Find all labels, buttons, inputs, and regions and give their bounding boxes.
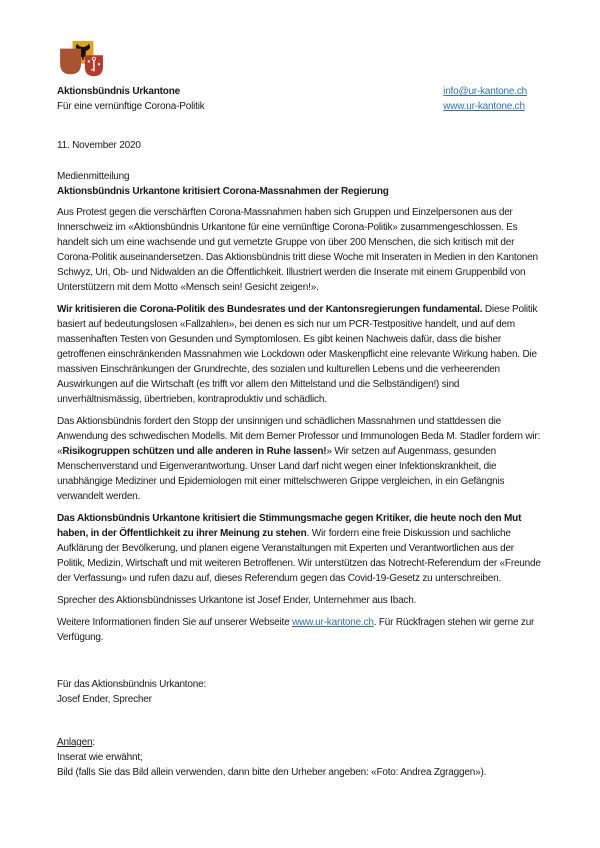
document-paragraphs [57, 205, 543, 645]
body-text: Sprecher des Aktionsbündnisses Urkantone ist Josef Ender, Unternehmer aus Ibach. [57, 595, 417, 606]
body-text: » Wir setzen auf Augenmass, gesunden Menschenverstand und Eigenverantwortung. Unser Land darf nicht wegen einer Infektionskrankheit, die unabhängige Mediziner und Epidemiologen mit einer mittelschweren Grippe vergleichen, in ein Gefängnis verwandelt werden. [57, 446, 505, 502]
attachments-separator: : [92, 737, 95, 748]
paragraph [57, 302, 543, 407]
document-date: 11. November 2020 [57, 140, 141, 151]
paragraph [57, 593, 543, 608]
email-link[interactable]: info@ur-kantone.ch [443, 86, 527, 97]
letterhead [57, 40, 543, 114]
document-kicker: Medienmitteilung [57, 171, 130, 182]
title-block [57, 169, 543, 199]
signoff-line: Josef Ender, Sprecher [57, 694, 152, 705]
attachments-label: Anlagen [57, 737, 93, 748]
attachments [57, 735, 543, 780]
letterhead-contacts [443, 84, 543, 114]
org-name: Aktionsbündnis Urkantone [57, 86, 180, 97]
attachments-heading [57, 735, 543, 750]
body-text: Diese Politik basiert auf bedeutungslosen «Fallzahlen», bei denen es sich nur um PCR-Testpositive handelt, und auf dem massenhaften Testen von Gesunden und Symptomlosen. Es gibt keinen Nachweis dafür, dass die bisher getroffenen einschränkenden Massnahmen wie Lockdown oder Maskenpflicht eine relevante Wirkung haben. Die massiven Einschränkungen der Grundrechte, des sozialen und kulturellen Lebens und die verheerenden Auswirkungen auf die Wirtschaft (es trifft vor allem den Mittelstand und die Selbständigen!) sind unverhältnismässig, übertrieben, kontraproduktiv und schädlich. [57, 304, 538, 405]
website-link[interactable]: www.ur-kantone.ch [443, 101, 525, 112]
letterhead-identity [57, 40, 205, 114]
attachments-list [57, 750, 543, 780]
org-tagline: Für eine vernünftige Corona-Politik [57, 101, 205, 112]
attachment-item: Inserat wie erwähnt; [57, 752, 143, 763]
bold-text: Wir kritisieren die Corona-Politik des Bundesrates und der Kantonsregierungen fundamental. [57, 304, 483, 315]
paragraph [57, 414, 543, 504]
urkantone-coat-of-arms-icon [58, 40, 106, 80]
bold-text: Risikogruppen schützen und alle anderen in Ruhe lassen! [62, 446, 327, 457]
signoff [57, 677, 543, 707]
document-title: Aktionsbündnis Urkantone kritisiert Corona-Massnahmen der Regierung [57, 186, 389, 197]
body-text: Weitere Informationen finden Sie auf unserer Webseite [57, 617, 293, 628]
paragraph [57, 511, 543, 586]
body-text: Aus Protest gegen die verschärften Corona-Massnahmen haben sich Gruppen und Einzelpersonen aus der Innerschweiz im «Aktionsbündnis Urkantone für eine vernünftige Corona-Politik» zusammengeschlossen. Es handelt sich um eine wachsende und gut vernetzte Gruppe von über 200 Menschen, die sich kritisch mit der Corona-Politik auseinandersetzen. Das Aktionsbündnis tritt diese Woche mit Inseraten in Medien in den Kantonen Schwyz, Uri, Ob- und Nidwalden an die Öffentlichkeit. Illustriert werden die Inserate mit einem Gruppenbild von Unterstützern mit dem Motto «Mensch sein! Gesicht zeigen!». [57, 207, 538, 293]
body-text: . Wir fordern eine freie Diskussion und sachliche Aufklärung der Bevölkerung, und planen eigene Veranstaltungen mit Experten und Verantwortlichen aus der Politik, Medizin, Wirtschaft und mit weiteren Betroffenen. Wir unterstützen das Notrecht-Referendum der «Freunde der Verfassung» und rufen dazu auf, dieses Referendum gegen das Covid-19-Gesetz zu unterschreiben. [57, 528, 541, 584]
body-text: . Für Rückfragen stehen wir gerne zur Verfügung. [57, 617, 535, 643]
body-text: Das Aktionsbündnis fordert den Stopp der unsinnigen und schädlichen Massnahmen und stattdessen die Anwendung des schwedischen Modells. Mit dem Berner Professor und Immunologen Beda M. Stadler fordern wir: « [57, 416, 541, 457]
paragraph [57, 205, 543, 295]
paragraph [57, 615, 543, 645]
attachment-item: Bild (falls Sie das Bild allein verwenden, dann bitte den Urheber angeben: «Foto: Andrea Zgraggen»). [57, 767, 487, 778]
bold-text: Das Aktionsbündnis Urkantone kritisiert die Stimmungsmache gegen Kritiker, die heute noch den Mut haben, in der Öffentlichkeit zu ihrer Meinung zu stehen [57, 513, 522, 539]
signoff-line: Für das Aktionsbündnis Urkantone: [57, 679, 207, 690]
inline-link[interactable]: www.ur-kantone.ch [292, 617, 374, 628]
